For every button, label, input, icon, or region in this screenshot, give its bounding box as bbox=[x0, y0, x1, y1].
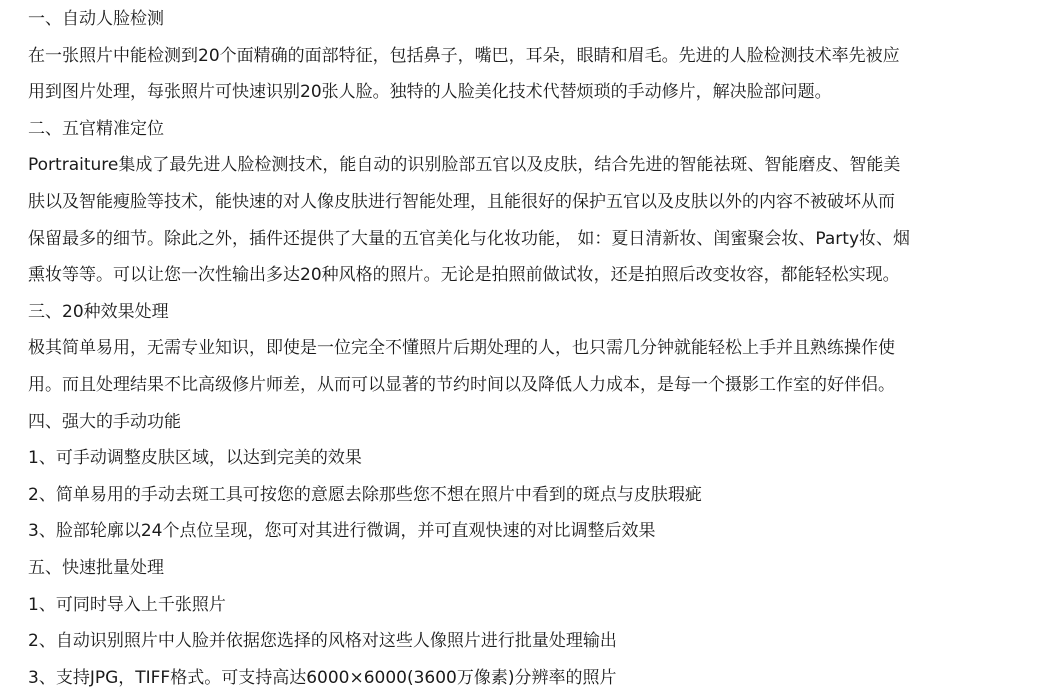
list-item: 1、可手动调整皮肤区域，以达到完美的效果 bbox=[28, 448, 362, 469]
section-heading-face-detection: 一、自动人脸检测 bbox=[28, 9, 164, 29]
section-heading-manual-functions: 四、强大的手动功能 bbox=[28, 411, 181, 432]
list-item: 3、支持JPG，TIFF格式。可支持高达6000×6000(3600万像素)分辨率的照片 bbox=[28, 667, 617, 688]
paragraph-line: 在一张照片中能检测到20个面精确的面部特征，包括鼻子，嘴巴，耳朵，眼睛和眉毛。先进的人脸检测技术率先被应 bbox=[28, 45, 900, 66]
list-item: 2、简单易用的手动去斑工具可按您的意愿去除那些您不想在照片中看到的斑点与皮肤瑕疵 bbox=[28, 484, 702, 505]
list-item: 3、脸部轮廓以24个点位呈现，您可对其进行微调，并可直观快速的对比调整后效果 bbox=[28, 521, 656, 542]
paragraph-line: 用到图片处理，每张照片可快速识别20张人脸。独特的人脸美化技术代替烦琐的手动修片，解决脸部问题。 bbox=[28, 82, 832, 103]
section-heading-effects: 三、20种效果处理 bbox=[28, 301, 169, 322]
paragraph-line: 熏妆等等。可以让您一次性输出多达20种风格的照片。无论是拍照前做试妆，还是拍照后改变妆容，都能轻松实现。 bbox=[28, 265, 900, 286]
list-item: 1、可同时导入上千张照片 bbox=[28, 594, 226, 615]
section-heading-feature-positioning: 二、五官精准定位 bbox=[28, 118, 164, 139]
paragraph-line: 肤以及智能瘦脸等技术，能快速的对人像皮肤进行智能处理，且能很好的保护五官以及皮肤以外的内容不被破坏从而 bbox=[28, 191, 895, 212]
paragraph-line: Portraiture集成了最先进人脸检测技术，能自动的识别脸部五官以及皮肤，结合先进的智能祛斑、智能磨皮、智能美 bbox=[28, 155, 901, 176]
section-heading-batch-processing: 五、快速批量处理 bbox=[28, 557, 164, 578]
paragraph-line: 用。而且处理结果不比高级修片师差，从而可以显著的节约时间以及降低人力成本，是每一个摄影工作室的好伴侣。 bbox=[28, 374, 895, 395]
paragraph-line: 极其简单易用，无需专业知识，即使是一位完全不懂照片后期处理的人，也只需几分钟就能轻松上手并且熟练操作使 bbox=[28, 338, 895, 359]
paragraph-line: 保留最多的细节。除此之外，插件还提供了大量的五官美化与化妆功能， 如：夏日清新妆、闺蜜聚会妆、Party妆、烟 bbox=[28, 228, 911, 249]
list-item: 2、自动识别照片中人脸并依据您选择的风格对这些人像照片进行批量处理输出 bbox=[28, 631, 617, 652]
